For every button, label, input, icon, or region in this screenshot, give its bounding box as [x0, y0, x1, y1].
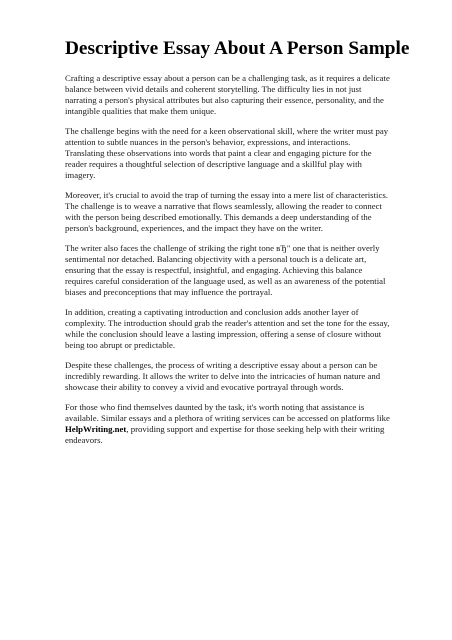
assistance-text-before-link: For those who find themselves daunted by the task, it's worth noting that assistance is available. Similar essays and a plethora of writing services can be accessed on platforms like [65, 401, 390, 423]
paragraph-intro-conclusion: In addition, creating a captivating introduction and conclusion adds another layer of complexity. The introduction should grab the reader's attention and set the tone for the essay, while the conclusion should leave a lasting impression, offering a sense of closure without being too abrupt or predictable. [65, 307, 390, 351]
paragraph-narrative: Moreover, it's crucial to avoid the trap of turning the essay into a mere list of characteristics. The challenge is to weave a narrative that flows seamlessly, allowing the reader to connect with the person being described emotionally. This demands a deep understanding of the person's background, experiences, and the impact they have on the writer. [65, 190, 388, 234]
helpwriting-link[interactable]: HelpWriting.net [65, 424, 127, 435]
paragraph-observation: The challenge begins with the need for a keen observational skill, where the writer must pay attention to subtle nuances in the person's behavior, expressions, and interactions. Translating these observations into words that paint a clear and engaging picture for the reader requires a thoughtful selection of descriptive language and a skillful play with imagery. [65, 125, 389, 181]
paragraph-tone: The writer also faces the challenge of striking the right tone вЂ" one that is neither overly sentimental nor detached. Balancing objectivity with a personal touch is a delicate art, ensuring that the essay is respectful, insightful, and engaging. Achieving this balance requires careful consideration of the language used, as well as an awareness of the potential biases and preconceptions that may influence the portrayal. [65, 243, 386, 298]
paragraph-intro: Crafting a descriptive essay about a person can be a challenging task, as it requires a delicate balance between vivid details and coherent storytelling. The difficulty lies in not just narrating a person's physical attributes but also capturing their essence, personality, and the intangible qualities that make them unique. [65, 73, 390, 117]
document-title: Descriptive Essay About A Person Sample [65, 38, 410, 59]
assistance-text-after-link: , providing support and expertise for those seeking help with their writing endeavors. [65, 424, 385, 446]
paragraph-assistance [65, 402, 390, 446]
paragraph-rewarding: Despite these challenges, the process of writing a descriptive essay about a person can be incredibly rewarding. It allows the writer to delve into the intricacies of human nature and showcase their ability to convey a vivid and evocative portrayal through words. [65, 360, 381, 393]
